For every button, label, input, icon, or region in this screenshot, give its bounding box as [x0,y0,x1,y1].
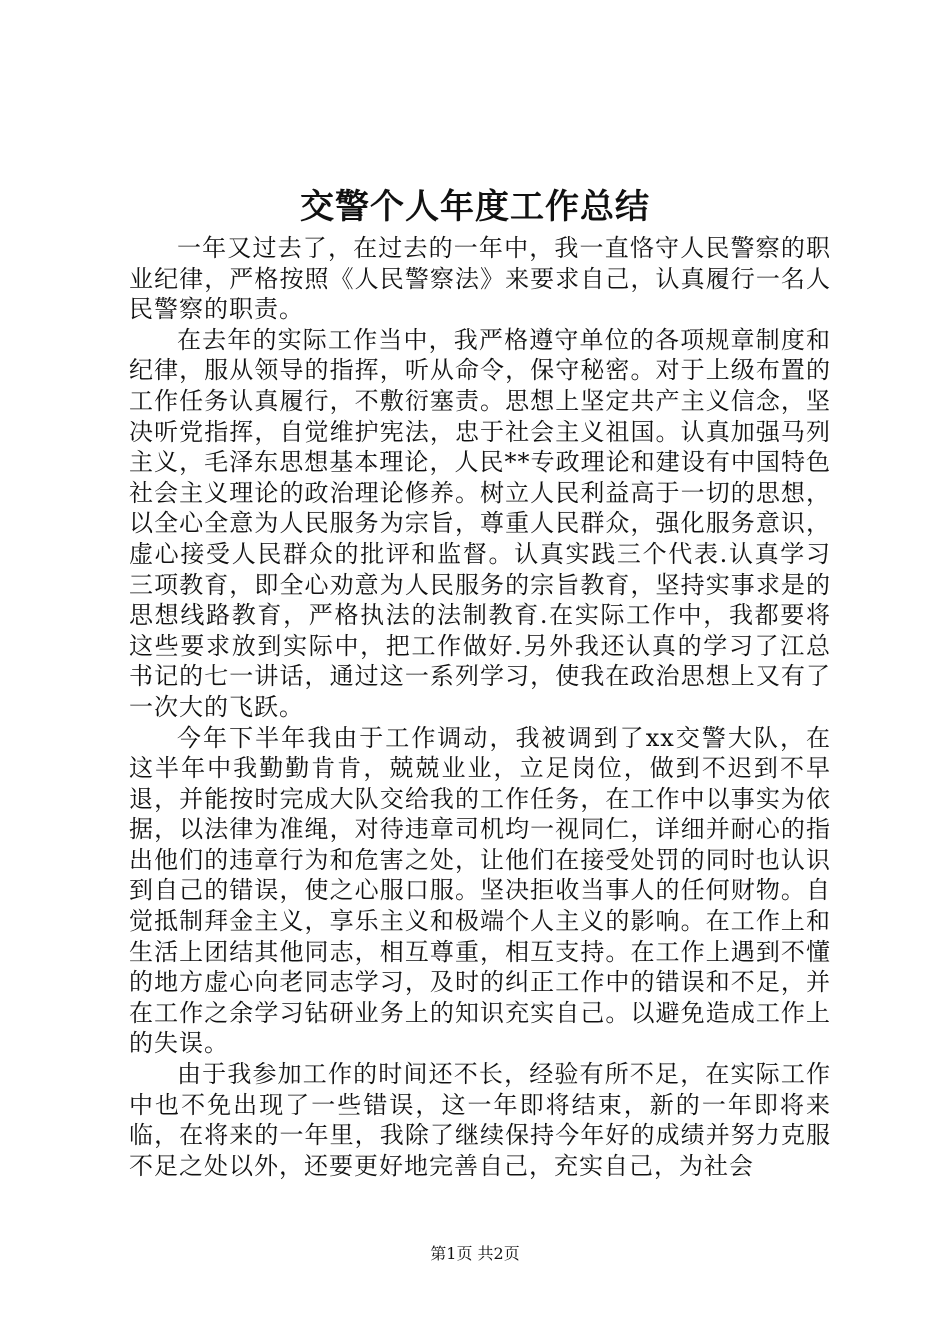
paragraph-transfer: 今年下半年我由于工作调动，我被调到了xx交警大队，在这半年中我勤勤肯肯，兢兢业业，立足岗位，做到不迟到不早退，并能按时完成大队交给我的工作任务，在工作中以事实为依据，以法律为准绳，对待违章司机均一视同仁，详细并耐心的指出他们的违章行为和危害之处，让他们在接受处罚的同时也认识到自己的错误，使之心服口服。坚决拒收当事人的任何财物。自觉抵制拜金主义，享乐主义和极端个人主义的影响。在工作上和生活上团结其他同志，相互尊重，相互支持。在工作上遇到不懂的地方虚心向老同志学习，及时的纠正工作中的错误和不足，并在工作之余学习钻研业务上的知识充实自己。以避免造成工作上的失误。 [129,723,831,1058]
paragraph-outlook: 由于我参加工作的时间还不长，经验有所不足，在实际工作中也不免出现了一些错误，这一年即将结束，新的一年即将来临，在将来的一年里，我除了继续保持今年好的成绩并努力克服不足之处以外，还要更好地完善自己，充实自己，为社会 [129,1060,831,1180]
paragraph-intro: 一年又过去了，在过去的一年中，我一直恪守人民警察的职业纪律，严格按照《人民警察法》来要求自己，认真履行一名人民警察的职责。 [129,234,831,324]
paragraph-discipline: 在去年的实际工作当中，我严格遵守单位的各项规章制度和纪律，服从领导的指挥，听从命令，保守秘密。对于上级布置的工作任务认真履行，不敷衍塞责。思想上坚定共产主义信念，坚决听党指挥，自觉维护宪法，忠于社会主义祖国。认真加强马列主义，毛泽东思想基本理论，人民**专政理论和建设有中国特色社会主义理论的政治理论修养。树立人民利益高于一切的思想，以全心全意为人民服务为宗旨，尊重人民群众，强化服务意识，虚心接受人民群众的批评和监督。认真实践三个代表.认真学习三项教育，即全心劝意为人民服务的宗旨教育，坚持实事求是的思想线路教育，严格执法的法制教育.在实际工作中，我都要将这些要求放到实际中，把工作做好.另外我还认真的学习了江总书记的七一讲话，通过这一系列学习，使我在政治思想上又有了一次大的飞跃。 [129,325,831,721]
document-body [129,233,831,1181]
document-title: 交警个人年度工作总结 [300,187,650,227]
page-footer: 第1页 共2页 [430,1244,520,1263]
